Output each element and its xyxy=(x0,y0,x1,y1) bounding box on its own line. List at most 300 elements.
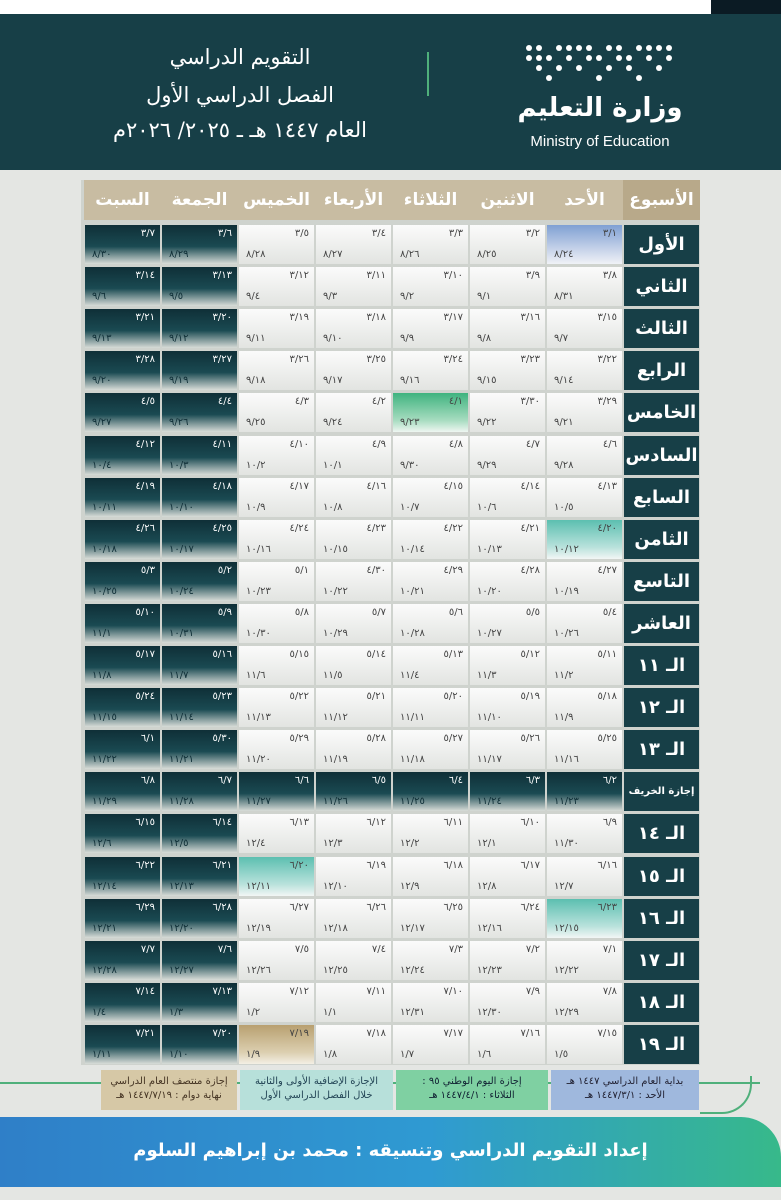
day-cell xyxy=(546,645,623,686)
hijri-date: ٤/٢٢ xyxy=(443,522,463,534)
week-label: الثالث xyxy=(623,308,700,349)
gregorian-date: ١٠/١٢ xyxy=(554,543,579,555)
hijri-date: ٥/١٢ xyxy=(520,649,540,660)
day-cell xyxy=(238,940,315,981)
hijri-date: ٧/٣ xyxy=(448,943,463,955)
day-cell xyxy=(546,729,623,770)
column-header: الأربعاء xyxy=(315,180,392,220)
week-label: العاشر xyxy=(623,603,700,644)
gregorian-date: ١/٣ xyxy=(169,1006,184,1018)
gregorian-date: ١١/٢٠ xyxy=(246,754,271,766)
hijri-date: ٣/١ xyxy=(602,228,617,239)
column-header: الاثنين xyxy=(469,180,546,220)
day-cell xyxy=(392,224,469,265)
gregorian-date: ٩/٢٠ xyxy=(92,375,112,387)
hijri-date: ٧/١ xyxy=(602,943,617,955)
gregorian-date: ١٠/٢ xyxy=(246,459,266,471)
day-cell xyxy=(469,603,546,644)
day-cell xyxy=(315,940,392,981)
day-cell xyxy=(84,687,161,728)
hijri-date: ٤/١٢ xyxy=(135,438,155,450)
day-cell xyxy=(238,856,315,897)
legend-arc xyxy=(700,1076,752,1114)
gregorian-date: ٩/٦ xyxy=(92,291,107,303)
hijri-date: ٣/٣٠ xyxy=(520,396,540,408)
day-cell xyxy=(469,982,546,1023)
hijri-date: ٥/٢٢ xyxy=(289,691,309,703)
gregorian-date: ١٠/١٥ xyxy=(323,543,348,555)
day-cell xyxy=(84,1024,161,1065)
gregorian-date: ١١/٩ xyxy=(554,712,574,724)
day-cell xyxy=(238,519,315,560)
gregorian-date: ١١/١٧ xyxy=(477,754,502,766)
hijri-date: ٥/٦ xyxy=(448,606,463,618)
day-cell xyxy=(469,645,546,686)
gregorian-date: ١٠/٣ xyxy=(169,459,189,471)
hijri-date: ٥/٧ xyxy=(371,606,386,618)
day-cell xyxy=(315,392,392,433)
gregorian-date: ١٢/٢٢ xyxy=(554,964,579,976)
day-cell xyxy=(161,898,238,939)
week-label: الثامن xyxy=(623,519,700,560)
day-cell xyxy=(392,561,469,602)
gregorian-date: ١١/٢٤ xyxy=(477,796,502,808)
gregorian-date: ١٠/٢٥ xyxy=(92,585,117,597)
gregorian-date: ١١/٢ xyxy=(554,670,574,681)
gregorian-date: ١١/١٦ xyxy=(554,754,579,766)
gregorian-date: ١١/٢٥ xyxy=(400,796,425,808)
day-cell xyxy=(161,729,238,770)
hijri-date: ٥/٢٦ xyxy=(520,733,540,745)
gregorian-date: ١٠/٢٦ xyxy=(554,627,579,639)
day-cell xyxy=(84,561,161,602)
day-cell xyxy=(84,982,161,1023)
hijri-date: ٥/١٧ xyxy=(135,649,155,660)
hijri-date: ٦/١ xyxy=(140,733,155,745)
hijri-date: ٤/٣٠ xyxy=(366,564,386,576)
day-cell xyxy=(238,308,315,349)
day-cell xyxy=(315,603,392,644)
column-header: السبت xyxy=(84,180,161,220)
hijri-date: ٦/٢٨ xyxy=(212,901,232,913)
hijri-date: ٣/٢٦ xyxy=(289,354,309,366)
week-label: الـ ١٨ xyxy=(623,982,700,1023)
gregorian-date: ١١/٢٣ xyxy=(554,796,579,808)
day-cell xyxy=(392,435,469,476)
gregorian-date: ٩/٢١ xyxy=(554,417,574,429)
ministry-name-en: Ministry of Education xyxy=(530,133,670,150)
gregorian-date: ٨/٣١ xyxy=(554,291,574,303)
day-cell xyxy=(84,477,161,518)
day-cell xyxy=(546,771,623,812)
day-cell xyxy=(315,519,392,560)
gregorian-date: ١١/١٥ xyxy=(92,712,117,724)
legend-national-day-title: إجازة اليوم الوطني ٩٥ : xyxy=(422,1076,522,1087)
day-cell xyxy=(238,729,315,770)
day-cell xyxy=(315,561,392,602)
hijri-date: ٦/٧ xyxy=(217,775,232,787)
gregorian-date: ١١/٢٦ xyxy=(323,796,348,808)
day-cell xyxy=(546,435,623,476)
hijri-date: ٤/٩ xyxy=(371,438,386,450)
gregorian-date: ٩/٢٤ xyxy=(323,417,343,429)
day-cell xyxy=(161,603,238,644)
day-cell xyxy=(392,982,469,1023)
hijri-date: ٣/١٨ xyxy=(366,312,386,324)
gregorian-date: ١/٦ xyxy=(477,1048,492,1060)
day-cell xyxy=(84,308,161,349)
gregorian-date: ٩/٢ xyxy=(400,291,415,303)
day-cell xyxy=(315,898,392,939)
hijri-date: ٧/٢١ xyxy=(135,1027,155,1039)
hijri-date: ٧/١٣ xyxy=(212,985,232,997)
gregorian-date: ١١/٨ xyxy=(92,670,112,681)
day-cell xyxy=(546,350,623,391)
gregorian-date: ١٠/٢٨ xyxy=(400,627,425,639)
day-cell xyxy=(238,898,315,939)
gregorian-date: ١١/١٠ xyxy=(477,712,502,724)
hijri-date: ٣/٩ xyxy=(525,270,540,282)
hijri-date: ٣/٢٥ xyxy=(366,354,386,366)
hijri-date: ٦/١٨ xyxy=(443,859,463,871)
hijri-date: ٤/١٨ xyxy=(212,480,232,492)
week-label: الـ ١٤ xyxy=(623,813,700,854)
hijri-date: ٤/٢٥ xyxy=(212,522,232,534)
gregorian-date: ١٢/١٠ xyxy=(323,880,348,892)
hijri-date: ٤/٢٠ xyxy=(597,522,617,534)
day-cell xyxy=(238,350,315,391)
day-cell xyxy=(84,729,161,770)
hijri-date: ٥/٢ xyxy=(217,564,232,576)
gregorian-date: ١٢/١١ xyxy=(246,880,271,892)
gregorian-date: ١١/٢٢ xyxy=(92,754,117,766)
gregorian-date: ١١/١١ xyxy=(400,712,425,724)
hijri-date: ٤/٣ xyxy=(294,396,309,408)
day-cell xyxy=(469,561,546,602)
legend-midyear-break-sub: نهاية دوام : ١٤٤٧/٧/١٩ هـ xyxy=(116,1090,222,1101)
hijri-date: ٦/٢٢ xyxy=(135,859,155,871)
hijri-date: ٥/١ xyxy=(294,564,309,576)
hijri-date: ٦/٢٤ xyxy=(520,901,540,913)
gregorian-date: ١٠/١٧ xyxy=(169,543,194,555)
day-cell xyxy=(238,435,315,476)
gregorian-date: ٩/٤ xyxy=(246,291,261,303)
day-cell xyxy=(546,561,623,602)
column-header: الخميس xyxy=(238,180,315,220)
hijri-date: ٤/١١ xyxy=(212,438,232,450)
day-cell xyxy=(84,224,161,265)
gregorian-date: ١٠/١٣ xyxy=(477,543,502,555)
gregorian-date: ٨/٢٦ xyxy=(400,249,420,260)
gregorian-date: ١٢/٢٣ xyxy=(477,964,502,976)
hijri-date: ٥/١٣ xyxy=(443,649,463,660)
gregorian-date: ٩/١٠ xyxy=(323,333,343,345)
hijri-date: ٥/١٥ xyxy=(289,649,309,660)
hijri-date: ٣/١٤ xyxy=(135,270,155,282)
gregorian-date: ١/١٠ xyxy=(169,1048,189,1060)
gregorian-date: ١٠/١٩ xyxy=(554,585,579,597)
day-cell xyxy=(546,687,623,728)
gregorian-date: ١١/١٣ xyxy=(246,712,271,724)
hijri-date: ٦/١١ xyxy=(443,817,463,829)
hijri-date: ٦/١٩ xyxy=(366,859,386,871)
day-cell xyxy=(546,940,623,981)
hijri-date: ٤/١ xyxy=(448,396,463,408)
hijri-date: ٦/١٤ xyxy=(212,817,232,829)
hijri-date: ٣/١٠ xyxy=(443,270,463,282)
day-cell xyxy=(161,435,238,476)
hijri-date: ٥/١٩ xyxy=(520,691,540,703)
hijri-date: ٥/٢١ xyxy=(366,691,386,703)
gregorian-date: ١١/١٩ xyxy=(323,754,348,766)
week-label: السابع xyxy=(623,477,700,518)
day-cell xyxy=(546,266,623,307)
gregorian-date: ١٢/٢٤ xyxy=(400,964,425,976)
day-cell xyxy=(392,603,469,644)
ministry-name-ar: وزارة التعليم xyxy=(517,93,683,123)
hijri-date: ٥/٨ xyxy=(294,606,309,618)
week-label: الـ ١٧ xyxy=(623,940,700,981)
calendar-table xyxy=(81,180,700,1065)
hijri-date: ٤/٢ xyxy=(371,396,386,408)
hijri-date: ٧/١٥ xyxy=(597,1027,617,1039)
gregorian-date: ٨/٢٥ xyxy=(477,249,497,260)
day-cell xyxy=(161,477,238,518)
day-cell xyxy=(161,645,238,686)
day-cell xyxy=(315,856,392,897)
day-cell xyxy=(84,603,161,644)
day-cell xyxy=(238,224,315,265)
day-cell xyxy=(315,813,392,854)
hijri-date: ٦/٩ xyxy=(602,817,617,829)
hijri-date: ٣/٢٣ xyxy=(520,354,540,366)
day-cell xyxy=(238,982,315,1023)
hijri-date: ٦/٣ xyxy=(525,775,540,787)
day-cell xyxy=(238,603,315,644)
day-cell xyxy=(546,308,623,349)
day-cell xyxy=(546,519,623,560)
gregorian-date: ٩/١٢ xyxy=(169,333,189,345)
gregorian-date: ١/٤ xyxy=(92,1006,107,1018)
legend-midyear-break xyxy=(101,1070,237,1110)
gregorian-date: ١١/٣ xyxy=(477,670,497,681)
gregorian-date: ١٢/٨ xyxy=(477,880,497,892)
hijri-date: ٥/١١ xyxy=(597,649,617,660)
hijri-date: ٥/٢٧ xyxy=(443,733,463,745)
day-cell xyxy=(546,982,623,1023)
gregorian-date: ٩/٢٨ xyxy=(554,459,574,471)
day-cell xyxy=(84,898,161,939)
gregorian-date: ٩/١٩ xyxy=(169,375,189,387)
gregorian-date: ١٢/٢٦ xyxy=(246,964,271,976)
top-strip-dark xyxy=(711,0,781,14)
gregorian-date: ١٠/٢٣ xyxy=(246,585,271,597)
gregorian-date: ١٢/١٦ xyxy=(477,922,502,934)
day-cell xyxy=(469,435,546,476)
hijri-date: ٥/١٦ xyxy=(212,649,232,660)
hijri-date: ٥/١٠ xyxy=(135,606,155,618)
gregorian-date: ١٠/٣٠ xyxy=(246,627,271,639)
hijri-date: ٥/٣ xyxy=(140,564,155,576)
day-cell xyxy=(238,561,315,602)
week-label: الـ ١١ xyxy=(623,645,700,686)
legend-midyear-break-title: إجازة منتصف العام الدراسي xyxy=(110,1076,228,1087)
hijri-date: ٤/٢٨ xyxy=(520,564,540,576)
gregorian-date: ١٠/٢٤ xyxy=(169,585,194,597)
hijri-date: ٣/٦ xyxy=(217,228,232,239)
hijri-date: ٧/١٢ xyxy=(289,985,309,997)
hijri-date: ٣/٥ xyxy=(294,228,309,239)
day-cell xyxy=(161,519,238,560)
gregorian-date: ٩/٨ xyxy=(477,333,492,345)
gregorian-date: ١٠/٣١ xyxy=(169,627,194,639)
hijri-date: ٤/٢٣ xyxy=(366,522,386,534)
day-cell xyxy=(469,392,546,433)
day-cell xyxy=(469,813,546,854)
column-header: الأحد xyxy=(546,180,623,220)
gregorian-date: ١٢/١٥ xyxy=(554,922,579,934)
day-cell xyxy=(392,856,469,897)
hijri-date: ٤/٨ xyxy=(448,438,463,450)
day-cell xyxy=(469,477,546,518)
gregorian-date: ١٠/٩ xyxy=(246,501,266,513)
gregorian-date: ٩/١٧ xyxy=(323,375,343,387)
week-label: الرابع xyxy=(623,350,700,391)
gregorian-date: ١٠/٢٧ xyxy=(477,627,502,639)
hijri-date: ٣/٢٩ xyxy=(597,396,617,408)
gregorian-date: ١٠/١١ xyxy=(92,501,117,513)
legend-extra-holidays-title: الإجازة الإضافية الأولى والثانية xyxy=(254,1076,379,1087)
column-header: الجمعة xyxy=(161,180,238,220)
day-cell xyxy=(161,687,238,728)
hijri-date: ٦/٢٠ xyxy=(289,859,309,871)
week-label: الأول xyxy=(623,224,700,265)
hijri-date: ٥/٢٩ xyxy=(289,733,309,745)
gregorian-date: ١١/٢١ xyxy=(169,754,194,766)
week-label: التاسع xyxy=(623,561,700,602)
hijri-date: ٧/١٧ xyxy=(443,1027,463,1039)
hijri-date: ٥/١٨ xyxy=(597,691,617,703)
gregorian-date: ٩/١ xyxy=(477,291,492,303)
day-cell xyxy=(469,771,546,812)
day-cell xyxy=(161,308,238,349)
hijri-date: ٧/١٠ xyxy=(443,985,463,997)
day-cell xyxy=(84,856,161,897)
day-cell xyxy=(161,266,238,307)
day-cell xyxy=(546,813,623,854)
day-cell xyxy=(315,266,392,307)
day-cell xyxy=(161,856,238,897)
gregorian-date: ١٠/١٦ xyxy=(246,543,271,555)
gregorian-date: ١١/٣٠ xyxy=(554,838,579,850)
hijri-date: ٦/١٦ xyxy=(597,859,617,871)
year-title: العام ١٤٤٧ هـ ـ ٢٠٢٥/ ٢٠٢٦م xyxy=(112,118,367,142)
hijri-date: ٤/٥ xyxy=(140,396,155,408)
hijri-date: ٤/٢٦ xyxy=(135,522,155,534)
hijri-date: ٤/٢٩ xyxy=(443,564,463,576)
hijri-date: ٥/٢٤ xyxy=(135,691,155,703)
day-cell xyxy=(315,687,392,728)
day-cell xyxy=(315,308,392,349)
hijri-date: ٤/٢٧ xyxy=(597,564,617,576)
day-cell xyxy=(469,224,546,265)
legend-extra-holidays xyxy=(240,1070,393,1110)
hijri-date: ٤/١٠ xyxy=(289,438,309,450)
hijri-date: ٧/٧ xyxy=(140,943,155,955)
gregorian-date: ١٢/١٣ xyxy=(169,880,194,892)
hijri-date: ٣/٢٠ xyxy=(212,312,232,324)
day-cell xyxy=(84,350,161,391)
gregorian-date: ٩/١٥ xyxy=(477,375,497,387)
day-cell xyxy=(315,771,392,812)
day-cell xyxy=(238,813,315,854)
gregorian-date: ١٢/٦ xyxy=(92,838,112,850)
gregorian-date: ٨/٢٧ xyxy=(323,249,343,260)
hijri-date: ٥/٤ xyxy=(602,606,617,618)
gregorian-date: ١٠/١٠ xyxy=(169,501,194,513)
gregorian-date: ١١/٦ xyxy=(246,670,266,681)
gregorian-date: ١٢/٣٠ xyxy=(477,1006,502,1018)
day-cell xyxy=(315,477,392,518)
hijri-date: ٦/٢٥ xyxy=(443,901,463,913)
hijri-date: ٥/١٤ xyxy=(366,649,386,660)
gregorian-date: ١٠/٢٠ xyxy=(477,585,502,597)
gregorian-date: ٩/٧ xyxy=(554,333,569,345)
gregorian-date: ١٢/٢١ xyxy=(92,922,117,934)
gregorian-date: ٩/٣ xyxy=(323,291,338,303)
day-cell xyxy=(161,392,238,433)
day-cell xyxy=(315,729,392,770)
hijri-date: ٧/١٦ xyxy=(520,1027,540,1039)
day-cell xyxy=(546,898,623,939)
gregorian-date: ١/٢ xyxy=(246,1006,261,1018)
gregorian-date: ٩/١١ xyxy=(246,333,266,345)
gregorian-date: ١/٩ xyxy=(246,1048,261,1060)
column-header: الأسبوع xyxy=(623,180,700,220)
hijri-date: ٤/٤ xyxy=(217,396,232,408)
gregorian-date: ١٠/٤ xyxy=(92,459,112,471)
gregorian-date: ١١/١٤ xyxy=(169,712,194,724)
footer-credit: إعداد التقويم الدراسي وتنسيقه : محمد بن إبراهيم السلوم xyxy=(133,1140,648,1161)
gregorian-date: ١٠/٢٩ xyxy=(323,627,348,639)
day-cell xyxy=(392,519,469,560)
day-cell xyxy=(238,645,315,686)
gregorian-date: ١/٧ xyxy=(400,1048,415,1060)
gregorian-date: ١١/١٨ xyxy=(400,754,425,766)
hijri-date: ٦/٢ xyxy=(602,775,617,787)
gregorian-date: ١١/٧ xyxy=(169,670,189,681)
day-cell xyxy=(161,350,238,391)
hijri-date: ٦/٢٧ xyxy=(289,901,309,913)
day-cell xyxy=(315,350,392,391)
hijri-date: ٦/١٢ xyxy=(366,817,386,829)
day-cell xyxy=(392,813,469,854)
hijri-date: ٤/١٥ xyxy=(443,480,463,492)
hijri-date: ٥/٢٨ xyxy=(366,733,386,745)
legend-national-day-date: الثلاثاء : ١٤٤٧/٤/١ هـ xyxy=(429,1090,515,1101)
week-label: الـ ١٥ xyxy=(623,856,700,897)
week-label: الخامس xyxy=(623,392,700,433)
gregorian-date: ٩/١٤ xyxy=(554,375,574,387)
day-cell xyxy=(84,940,161,981)
day-cell xyxy=(161,561,238,602)
hijri-date: ٥/٩ xyxy=(217,606,232,618)
gregorian-date: ١٢/٢٠ xyxy=(169,922,194,934)
hijri-date: ٦/٢٦ xyxy=(366,901,386,913)
gregorian-date: ١/١١ xyxy=(92,1048,112,1060)
gregorian-date: ٨/٢٤ xyxy=(554,249,574,260)
day-cell xyxy=(469,266,546,307)
